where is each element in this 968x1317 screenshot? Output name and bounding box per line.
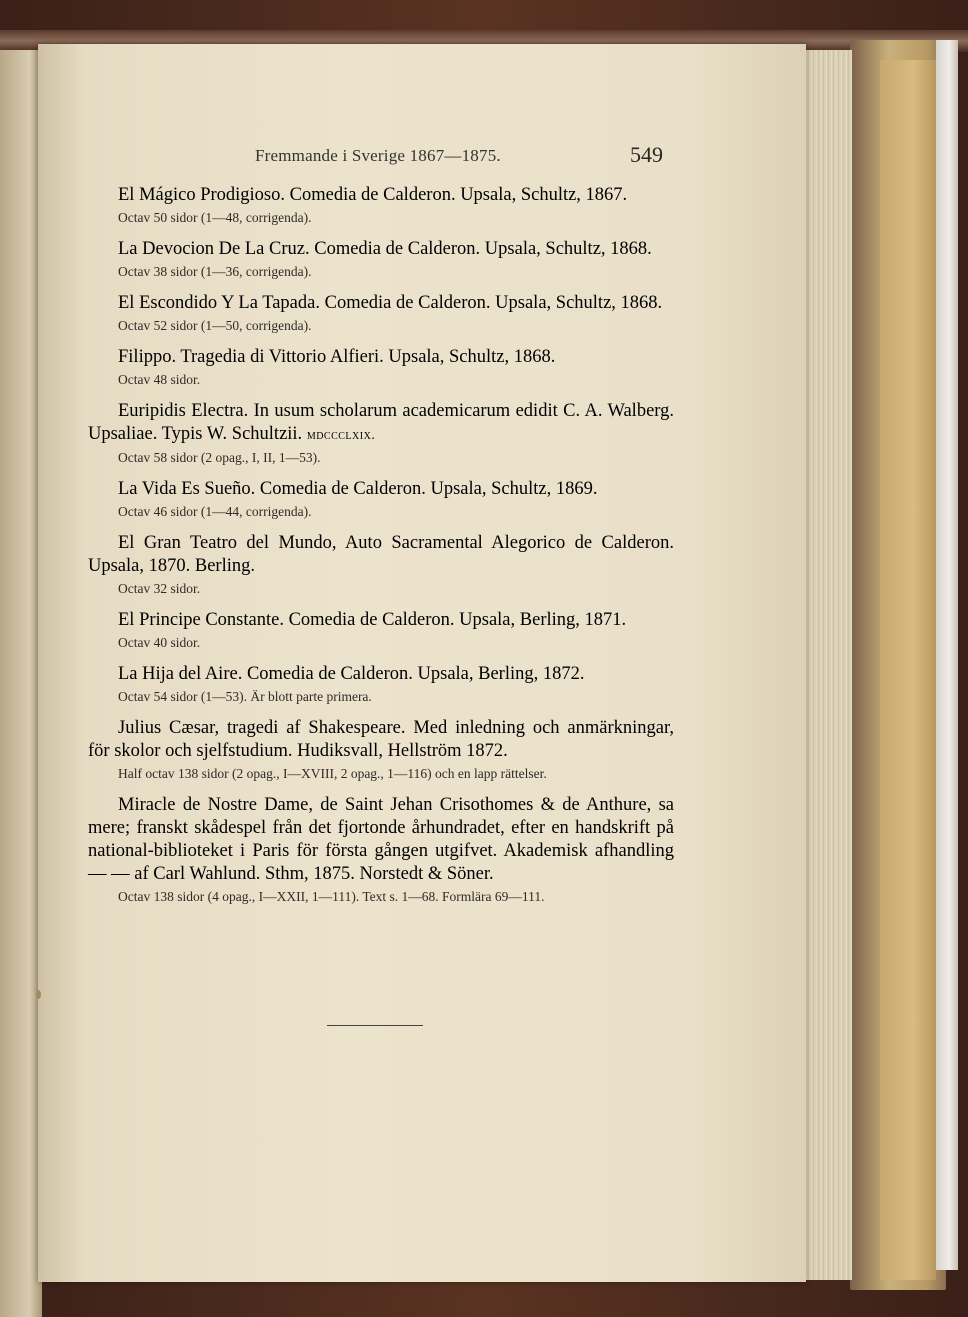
cover-board [880, 60, 936, 1280]
bibliography-entry [88, 609, 674, 652]
bibliography-entry [88, 663, 674, 706]
bibliography-entry [88, 794, 674, 906]
page-number: 549 [630, 142, 663, 167]
entry-title: El Gran Teatro del Mundo, Auto Sacramental Alegorico de Calderon. Upsala, 1870. Berling. [88, 533, 674, 576]
entry-title: Filippo. Tragedia di Vittorio Alfieri. Upsala, Schultz, 1868. [118, 347, 556, 367]
entry-note: Half octav 138 sidor (2 opag., I—XVIII, 2 opag., 1—116) och en lapp rättelser. [118, 766, 547, 781]
entry-note: Octav 52 sidor (1—50, corrigenda). [118, 318, 312, 333]
bibliography-entry [88, 184, 674, 227]
entry-note: Octav 50 sidor (1—48, corrigenda). [118, 210, 312, 225]
entry-title: La Vida Es Sueño. Comedia de Calderon. Upsala, Schultz, 1869. [118, 479, 598, 499]
entry-title [88, 400, 674, 447]
page-blemish [36, 990, 41, 999]
bibliography-entry [88, 532, 674, 598]
bibliography-entry [88, 478, 674, 521]
bibliography-entry [88, 292, 674, 335]
running-head: Fremmande i Sverige 1867—1875. [255, 146, 501, 165]
page-header [255, 142, 675, 176]
entry-title: El Mágico Prodigioso. Comedia de Calderon. Upsala, Schultz, 1867. [118, 185, 628, 205]
entry-note: Octav 38 sidor (1—36, corrigenda). [118, 264, 312, 279]
entry-title: El Principe Constante. Comedia de Calderon. Upsala, Berling, 1871. [118, 610, 627, 630]
bibliography-entry [88, 238, 674, 281]
entry-title: El Escondido Y La Tapada. Comedia de Calderon. Upsala, Schultz, 1868. [118, 293, 663, 313]
entry-year-roman: mdccclxix. [306, 428, 376, 443]
entry-title: Julius Cæsar, tragedi af Shakespeare. Med inledning och anmärkningar, för skolor och sjelfstudium. Hudiksvall, Hellström 1872. [88, 718, 674, 761]
left-page-edge [0, 50, 42, 1317]
cover-edge [936, 40, 958, 1270]
entry-note: Octav 46 sidor (1—44, corrigenda). [118, 504, 312, 519]
entry-title: La Devocion De La Cruz. Comedia de Calderon. Upsala, Schultz, 1868. [118, 239, 652, 259]
entry-note: Octav 40 sidor. [118, 635, 201, 650]
entry-title-text: Euripidis Electra. In usum scholarum academicarum edidit C. A. Walberg. Upsaliae. Typis W. Schultzii. [88, 401, 674, 444]
end-rule [327, 1025, 423, 1026]
bibliography-list [88, 184, 674, 917]
entry-note: Octav 58 sidor (2 opag., I, II, 1—53). [118, 450, 321, 465]
entry-note: Octav 54 sidor (1—53). Är blott parte primera. [118, 689, 372, 704]
entry-note: Octav 32 sidor. [118, 581, 201, 596]
entry-title: Miracle de Nostre Dame, de Saint Jehan Crisothomes & de Anthure, sa mere; franskt skådespel från det fjortonde århundradet, efter en handskrift på national-biblioteket i Paris för första gången utgifvet. Akademisk afhandling — — af Carl Wahlund. Sthm, 1875. Norstedt & Söner. [88, 795, 674, 884]
bibliography-entry [88, 717, 674, 783]
bibliography-entry [88, 400, 674, 467]
page-block-edges [800, 50, 852, 1280]
bibliography-entry [88, 346, 674, 389]
entry-title: La Hija del Aire. Comedia de Calderon. Upsala, Berling, 1872. [118, 664, 585, 684]
entry-note: Octav 138 sidor (4 opag., I—XXII, 1—111). Text s. 1—68. Formlära 69—111. [118, 889, 545, 904]
entry-note: Octav 48 sidor. [118, 372, 201, 387]
